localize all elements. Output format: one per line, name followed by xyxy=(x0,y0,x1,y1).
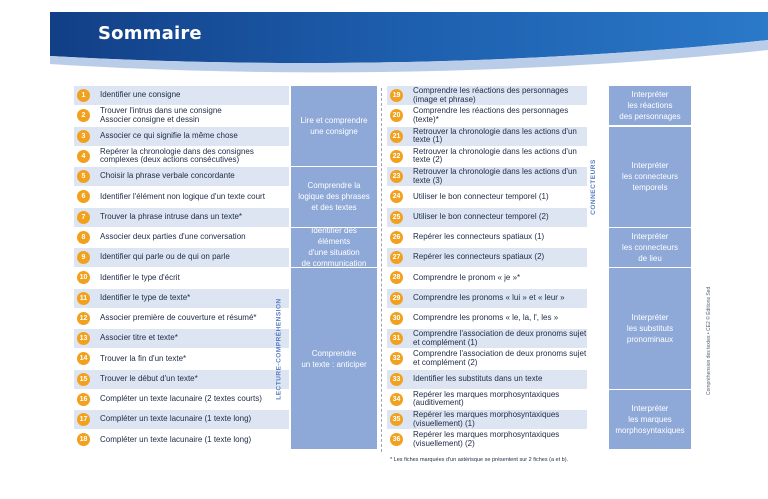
item-number-badge: 19 xyxy=(390,89,403,102)
sommaire-item-34 xyxy=(387,390,587,409)
item-number-badge: 13 xyxy=(77,332,90,345)
item-label: Repérer les marques morphosyntaxiques (visuellement) (2) xyxy=(413,430,560,448)
item-label: Repérer les connecteurs spatiaux (2) xyxy=(413,252,545,262)
item-number-badge: 23 xyxy=(390,170,403,183)
item-number-badge: 25 xyxy=(390,211,403,224)
category-block: Identifier des éléments d'une situation de communication xyxy=(291,228,377,267)
sommaire-item-12 xyxy=(74,309,289,328)
item-label: Comprendre le pronom « je »* xyxy=(413,272,521,282)
item-label: Compléter un texte lacunaire (1 texte long) xyxy=(100,434,252,444)
sommaire-item-19 xyxy=(387,86,587,105)
item-label: Retrouver la chronologie dans les actions d'un texte (3) xyxy=(413,167,577,185)
sommaire-item-7 xyxy=(74,208,289,227)
item-label: Comprendre les réactions des personnages (image et phrase) xyxy=(413,86,569,104)
item-number-badge: 36 xyxy=(390,433,403,446)
item-label: Repérer les connecteurs spatiaux (1) xyxy=(413,232,545,241)
item-number-badge: 24 xyxy=(390,190,403,203)
category-block: Lire et comprendre une consigne xyxy=(291,86,377,166)
publisher-credit: Compréhension des textes • CE2 © Éditions Sed xyxy=(706,286,712,395)
category-block: Interpréter les connecteurs temporels xyxy=(609,127,691,227)
sommaire-item-22 xyxy=(387,147,587,166)
item-number-badge: 30 xyxy=(390,312,403,325)
item-label: Identifier l'élément non logique d'un texte court xyxy=(100,191,265,201)
sommaire-item-6 xyxy=(74,187,289,206)
item-number-badge: 16 xyxy=(77,393,90,406)
sommaire-item-8 xyxy=(74,228,289,247)
item-number-badge: 11 xyxy=(77,292,90,305)
sommaire-item-13 xyxy=(74,329,289,348)
item-number-badge: 34 xyxy=(390,393,403,406)
item-label: Comprendre l'association de deux pronoms sujet et complément (2) xyxy=(413,349,587,367)
sommaire-item-23 xyxy=(387,167,587,186)
sommaire-item-18 xyxy=(74,430,289,449)
category-block: Comprendre la logique des phrases et des textes xyxy=(291,167,377,227)
item-label: Comprendre l'association de deux pronoms sujet et complément (1) xyxy=(413,329,587,347)
item-label: Identifier qui parle ou de qui on parle xyxy=(100,252,230,262)
item-number-badge: 15 xyxy=(77,373,90,386)
item-number-badge: 10 xyxy=(77,271,90,284)
item-number-badge: 8 xyxy=(77,231,90,244)
sommaire-item-32 xyxy=(387,349,587,368)
item-label: Repérer la chronologie dans des consignes complexes (deux actions consécutives) xyxy=(100,146,254,165)
sommaire-item-30 xyxy=(387,309,587,328)
item-number-badge: 4 xyxy=(77,150,90,163)
sommaire-item-31 xyxy=(387,329,587,348)
item-number-badge: 5 xyxy=(77,170,90,183)
category-block: Interpréter les réactions des personnages xyxy=(609,86,691,125)
sommaire-item-16 xyxy=(74,390,289,409)
item-label: Repérer les marques morphosyntaxiques (visuellement) (1) xyxy=(413,410,560,428)
item-label: Trouver le début d'un texte* xyxy=(100,373,198,383)
sommaire-item-27 xyxy=(387,248,587,267)
item-label: Compléter un texte lacunaire (2 textes courts) xyxy=(100,394,262,403)
category-block: Interpréter les substituts pronominaux xyxy=(609,268,691,388)
item-label: Utiliser le bon connecteur temporel (1) xyxy=(413,191,549,201)
item-label: Retrouver la chronologie dans les actions d'un texte (1) xyxy=(413,126,577,144)
item-label: Associer titre et texte* xyxy=(100,333,178,343)
item-number-badge: 6 xyxy=(77,190,90,203)
item-number-badge: 17 xyxy=(77,413,90,426)
item-number-badge: 27 xyxy=(390,251,403,264)
item-number-badge: 21 xyxy=(390,130,403,143)
page-title: Sommaire xyxy=(98,23,202,44)
item-label: Associer ce qui signifie la même chose xyxy=(100,130,238,140)
sommaire-item-25 xyxy=(387,208,587,227)
sommaire-item-10 xyxy=(74,268,289,287)
sommaire-item-15 xyxy=(74,370,289,389)
item-number-badge: 7 xyxy=(77,211,90,224)
item-label: Associer première de couverture et résumé* xyxy=(100,313,257,322)
sommaire-item-5 xyxy=(74,167,289,186)
item-number-badge: 3 xyxy=(77,130,90,143)
item-label: Comprendre les pronoms « lui » et « leur » xyxy=(413,292,565,302)
sommaire-item-9 xyxy=(74,248,289,267)
header-banner xyxy=(0,0,768,80)
sommaire-item-26 xyxy=(387,228,587,247)
sommaire-item-28 xyxy=(387,268,587,287)
sommaire-item-14 xyxy=(74,349,289,368)
item-label: Trouver la phrase intruse dans un texte* xyxy=(100,211,243,221)
item-label: Comprendre les pronoms « le, la, l', les » xyxy=(413,313,559,322)
item-number-badge: 20 xyxy=(390,109,403,122)
item-number-badge: 1 xyxy=(77,89,90,102)
item-label: Compléter un texte lacunaire (1 texte long) xyxy=(100,414,252,424)
category-block: Interpréter les connecteurs de lieu xyxy=(609,228,691,267)
sommaire-item-3 xyxy=(74,127,289,146)
item-label: Repérer les marques morphosyntaxiques (auditivement) xyxy=(413,389,560,408)
sommaire-item-11 xyxy=(74,289,289,308)
item-label: Identifier le type de texte* xyxy=(100,292,191,302)
item-label: Trouver la fin d'un texte* xyxy=(100,353,187,363)
sommaire-item-35 xyxy=(387,410,587,429)
lecture-comprehension-band-label: LECTURE-COMPRÉHENSION xyxy=(276,297,283,400)
item-label: Retrouver la chronologie dans les actions d'un texte (2) xyxy=(413,146,577,165)
item-label: Utiliser le bon connecteur temporel (2) xyxy=(413,211,549,221)
connecteurs-band-label: CONNECTEURS xyxy=(590,158,597,215)
category-block: Interpréter les marques morphosyntaxiques xyxy=(609,390,691,450)
sommaire-item-21 xyxy=(387,127,587,146)
item-number-badge: 29 xyxy=(390,292,403,305)
sommaire-item-33 xyxy=(387,370,587,389)
item-number-badge: 22 xyxy=(390,150,403,163)
item-number-badge: 12 xyxy=(77,312,90,325)
item-number-badge: 2 xyxy=(77,109,90,122)
column-divider xyxy=(381,88,382,452)
item-label: Associer deux parties d'une conversation xyxy=(100,232,246,241)
asterisk-footnote: * Les fiches marquées d'un astérisque se présentent sur 2 fiches (a et b). xyxy=(390,457,569,463)
item-number-badge: 32 xyxy=(390,352,403,365)
sommaire-item-4 xyxy=(74,147,289,166)
sommaire-item-2 xyxy=(74,106,289,125)
category-block: Comprendre un texte : anticiper xyxy=(291,268,377,449)
item-number-badge: 9 xyxy=(77,251,90,264)
item-number-badge: 18 xyxy=(77,433,90,446)
item-number-badge: 35 xyxy=(390,413,403,426)
sommaire-item-29 xyxy=(387,289,587,308)
sommaire-item-36 xyxy=(387,430,587,449)
item-number-badge: 31 xyxy=(390,332,403,345)
item-number-badge: 28 xyxy=(390,271,403,284)
sommaire-item-20 xyxy=(387,106,587,125)
item-label: Trouver l'intrus dans une consigne Associer consigne et dessin xyxy=(100,106,222,124)
sommaire-item-17 xyxy=(74,410,289,429)
item-label: Identifier une consigne xyxy=(100,90,181,100)
item-number-badge: 26 xyxy=(390,231,403,244)
item-label: Comprendre les réactions des personnages (texte)* xyxy=(413,106,569,124)
item-number-badge: 14 xyxy=(77,352,90,365)
sommaire-item-1 xyxy=(74,86,289,105)
sommaire-item-24 xyxy=(387,187,587,206)
item-label: Choisir la phrase verbale concordante xyxy=(100,171,235,181)
item-label: Identifier les substituts dans un texte xyxy=(413,373,543,383)
item-number-badge: 33 xyxy=(390,373,403,386)
item-label: Identifier le type d'écrit xyxy=(100,272,180,282)
